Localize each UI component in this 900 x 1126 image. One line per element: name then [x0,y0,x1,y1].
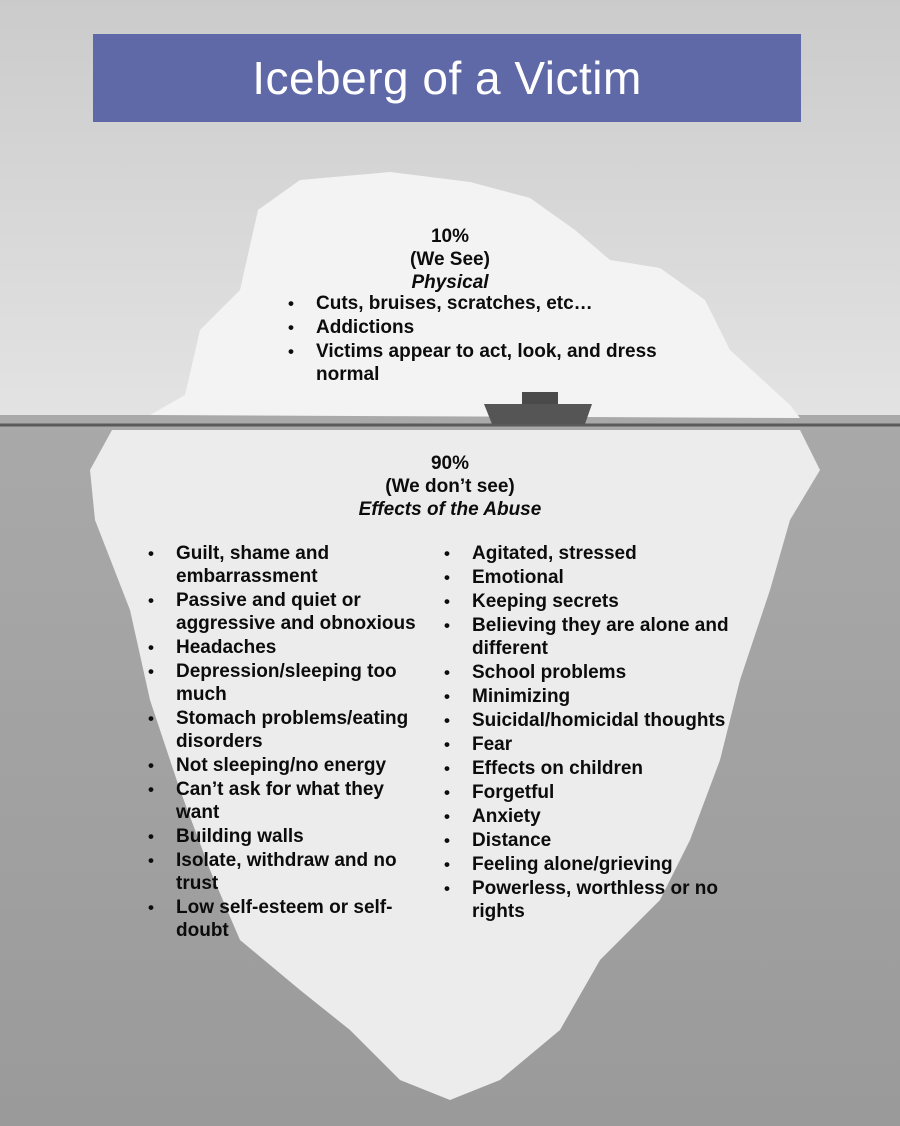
bullet-icon: • [444,879,450,898]
below-left-list-item [144,778,429,824]
bullet-icon: • [288,342,294,361]
below-right-list-item [440,829,730,852]
below-percent: 90% [430,453,470,474]
bullet-icon: • [444,544,450,563]
bullet-icon: • [148,780,154,799]
above-list-item [284,340,664,386]
below-right-list-item-text: Distance [472,830,552,851]
above-percent: 10% [430,226,470,247]
below-left-list-item-text: Passive and quiet or aggressive and obnoxious [176,590,416,634]
bullet-icon: • [444,616,450,635]
bullet-icon: • [148,827,154,846]
below-left-list-item [144,896,429,942]
below-right-list-item-text: Anxiety [472,806,541,827]
below-header [250,452,650,521]
bullet-icon: • [444,663,450,682]
bullet-icon: • [444,807,450,826]
below-right-list-item [440,614,730,660]
below-right-list-item-text: Effects on children [472,758,644,779]
bullet-icon: • [148,709,154,728]
bullet-icon: • [148,662,154,681]
bullet-icon: • [444,759,450,778]
page-title: Iceberg of a Victim [252,52,642,104]
below-left-list-item-text: Depression/sleeping too much [176,661,397,705]
below-left-list-item-text: Guilt, shame and embarrassment [176,543,330,587]
bullet-icon: • [444,831,450,850]
below-left-list-item-text: Stomach problems/eating disorders [176,708,409,752]
below-left-list-item [144,825,429,848]
below-right-list-item-text: Emotional [472,567,564,588]
bullet-icon: • [444,568,450,587]
below-right-list-item-text: Feeling alone/grieving [472,854,673,875]
below-right-list-item-text: Minimizing [472,686,571,707]
bullet-icon: • [444,855,450,874]
bullet-icon: • [148,638,154,657]
below-left-list-item-text: Isolate, withdraw and no trust [176,850,397,894]
below-right-list-item-text: Powerless, worthless or no rights [472,878,719,922]
above-list [284,292,664,387]
below-right-list-item [440,853,730,876]
above-heading: Physical [411,272,489,293]
below-right-list-item-text: Believing they are alone and different [472,615,729,659]
ship-cabin [522,392,558,404]
below-left-list-item [144,660,429,706]
below-right-list-item [440,733,730,756]
bullet-icon: • [444,735,450,754]
below-left-list [144,542,429,943]
below-right-list-item [440,805,730,828]
below-heading: Effects of the Abuse [358,499,542,520]
bullet-icon: • [444,592,450,611]
ship-hull [484,404,592,424]
above-list-item [284,316,664,339]
below-left-list-item-text: Can’t ask for what they want [176,779,384,823]
below-left-list-item [144,707,429,753]
above-list-item-text: Cuts, bruises, scratches, etc… [316,293,593,314]
below-right-list-item-text: School problems [472,662,627,683]
below-right-list-item-text: Suicidal/homicidal thoughts [472,710,726,731]
bullet-icon: • [288,294,294,313]
below-left-list-item-text: Building walls [176,826,304,847]
bullet-icon: • [444,711,450,730]
above-note: (We See) [410,249,490,270]
below-right-list-item [440,709,730,732]
below-right-list-item [440,542,730,565]
below-right-list-item [440,685,730,708]
below-note: (We don’t see) [385,476,515,497]
bullet-icon: • [444,687,450,706]
bullet-icon: • [288,318,294,337]
bullet-icon: • [148,851,154,870]
below-right-list-item-text: Agitated, stressed [472,543,637,564]
below-right-list-item [440,590,730,613]
bullet-icon: • [148,591,154,610]
below-left-list-item [144,754,429,777]
title-banner [93,34,801,122]
above-list-item [284,292,664,315]
below-left-list-item-text: Headaches [176,637,277,658]
below-left-list-item [144,636,429,659]
below-left-list-item-text: Low self-esteem or self-doubt [176,897,393,941]
above-list-item-text: Victims appear to act, look, and dress normal [316,341,657,385]
above-list-item-text: Addictions [316,317,415,338]
bullet-icon: • [148,898,154,917]
below-left-list-item [144,849,429,895]
below-right-list-item [440,877,730,923]
bullet-icon: • [148,756,154,775]
below-right-list-item-text: Keeping secrets [472,591,619,612]
bullet-icon: • [444,783,450,802]
below-right-list [440,542,730,924]
below-right-list-item [440,661,730,684]
bullet-icon: • [148,544,154,563]
below-left-list-item [144,589,429,635]
below-right-list-item [440,781,730,804]
below-right-list-item [440,566,730,589]
above-header [300,225,600,294]
below-right-list-item-text: Fear [472,734,513,755]
below-left-list-item [144,542,429,588]
below-left-list-item-text: Not sleeping/no energy [176,755,387,776]
below-right-list-item-text: Forgetful [472,782,555,803]
below-right-list-item [440,757,730,780]
